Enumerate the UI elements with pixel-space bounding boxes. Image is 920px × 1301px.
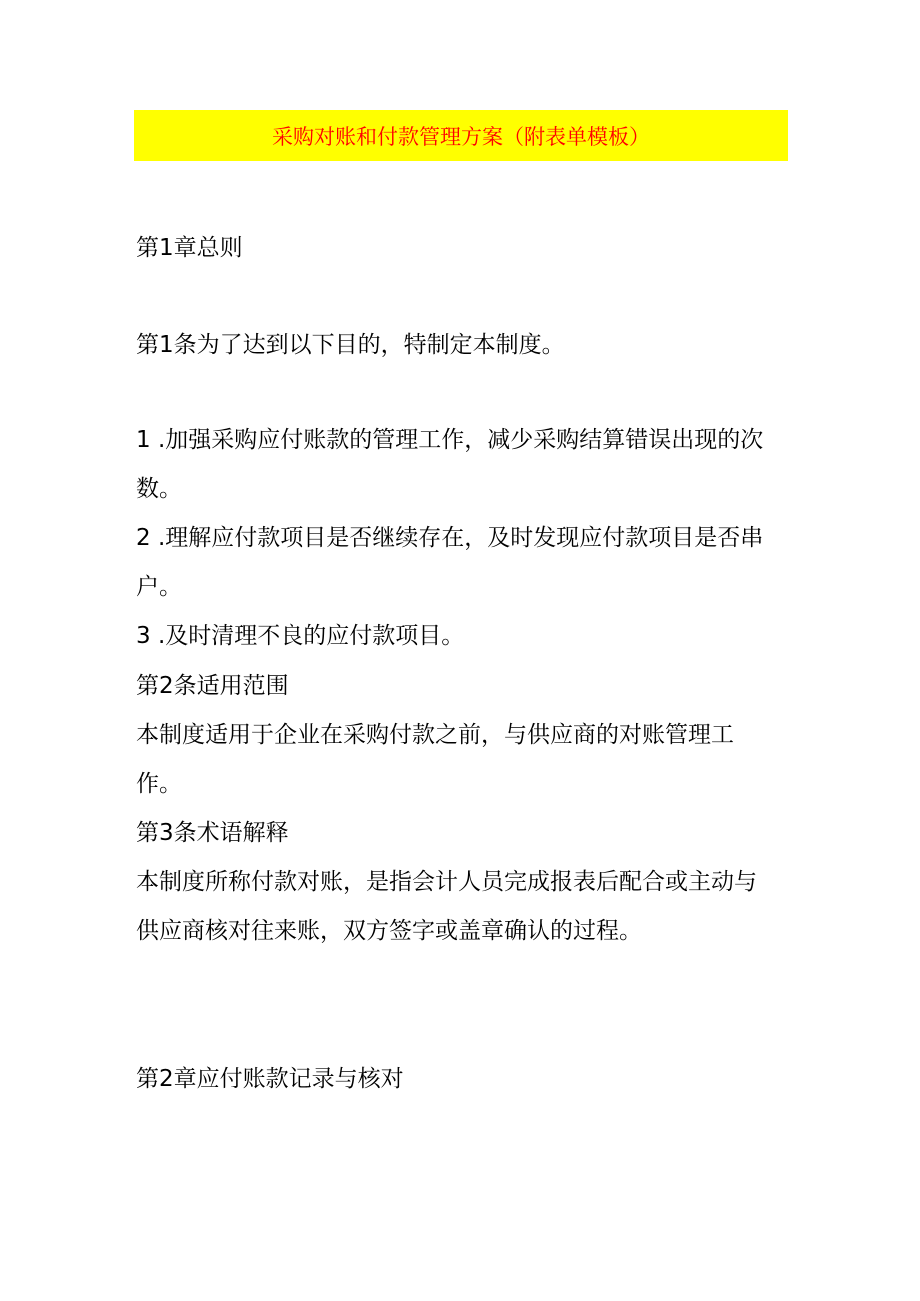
chapter-1-heading: 第1章总则 bbox=[136, 235, 243, 261]
article-2-body-line-1: 本制度适用于企业在采购付款之前，与供应商的对账管理工 bbox=[136, 722, 734, 748]
article-2-body-line-2: 作。 bbox=[136, 771, 182, 797]
article-3-body-line-2: 供应商核对往来账，双方签字或盖章确认的过程。 bbox=[136, 918, 642, 944]
article-1-item-1-line-2: 数。 bbox=[136, 476, 182, 502]
article-1-heading: 第1条为了达到以下目的，特制定本制度。 bbox=[136, 332, 565, 358]
document-title: 采购对账和付款管理方案（附表单模板） bbox=[272, 124, 650, 149]
chapter-2-heading: 第2章应付账款记录与核对 bbox=[136, 1066, 404, 1092]
article-3-heading: 第3条术语解释 bbox=[136, 820, 289, 846]
article-1-item-3: 3 .及时清理不良的应付款项目。 bbox=[136, 623, 465, 649]
article-3-body-line-1: 本制度所称付款对账，是指会计人员完成报表后配合或主动与 bbox=[136, 869, 757, 895]
document-title-banner bbox=[134, 110, 788, 161]
article-2-heading: 第2条适用范围 bbox=[136, 673, 289, 699]
article-1-item-2-line-2: 户。 bbox=[136, 574, 182, 600]
article-1-item-1-line-1: 1 .加强采购应付账款的管理工作，减少采购结算错误出现的次 bbox=[136, 427, 764, 453]
article-1-item-2-line-1: 2 .理解应付款项目是否继续存在，及时发现应付款项目是否串 bbox=[136, 525, 764, 551]
